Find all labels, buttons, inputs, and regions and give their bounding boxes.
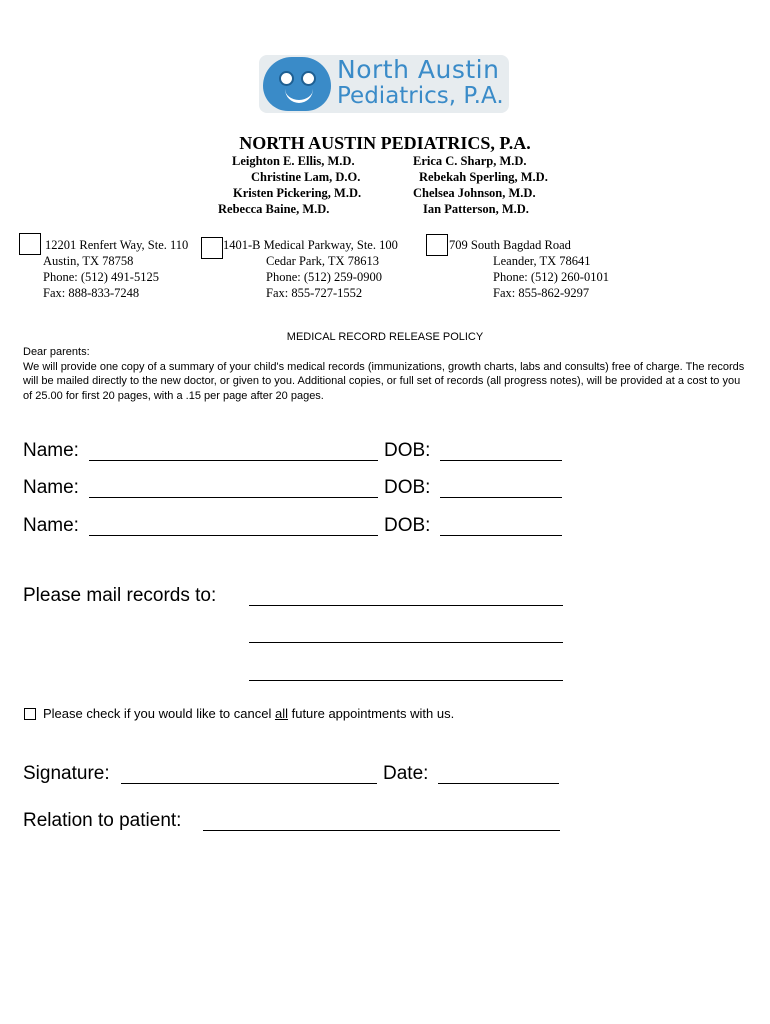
physician-left-2: Christine Lam, D.O. (251, 170, 361, 184)
cancel-text-prefix: Please check if you would like to cancel (43, 706, 275, 721)
relation-line[interactable] (203, 810, 560, 831)
office-3-city: Leander, TX 78641 (493, 254, 591, 268)
office-1-checkbox[interactable] (19, 233, 41, 255)
logo-mouth (285, 89, 313, 103)
logo-eye-right (301, 71, 316, 86)
office-3-street: 709 South Bagdad Road (449, 238, 571, 252)
office-2-checkbox[interactable] (201, 237, 223, 259)
name-label-1: Name: (23, 440, 79, 461)
signature-label: Signature: (23, 763, 110, 784)
mail-address-line-1[interactable] (249, 585, 563, 606)
policy-text: We will provide one copy of a summary of your child's medical records (immunizations, growth charts, labs and consults) free of charge. The records will be mailed directly to the new doctor, or given to you. Additional copies, or full set of records (all progress notes), will be provided at a cost to you of 25.00 for first 20 pages, with a .15 per page after 20 pages. (23, 360, 745, 402)
name-line-3[interactable] (89, 515, 378, 536)
mail-address-line-2[interactable] (249, 622, 563, 643)
logo-text-line1: North Austin (337, 55, 500, 84)
cancel-appointments-text (43, 706, 454, 721)
dob-line-2[interactable] (440, 477, 562, 498)
physician-left-1: Leighton E. Ellis, M.D. (232, 154, 355, 168)
cancel-appointments-checkbox[interactable] (24, 708, 36, 720)
office-1-phone: Phone: (512) 491-5125 (43, 270, 159, 284)
dob-label-3: DOB: (384, 515, 431, 536)
cancel-text-suffix: future appointments with us. (287, 706, 455, 721)
physician-right-2: Rebekah Sperling, M.D. (419, 170, 548, 184)
logo-eye-left (279, 71, 294, 86)
physician-right-1: Erica C. Sharp, M.D. (413, 154, 527, 168)
office-3-phone: Phone: (512) 260-0101 (493, 270, 609, 284)
name-label-2: Name: (23, 477, 79, 498)
logo-text-line2: Pediatrics, P.A. (337, 83, 504, 109)
mail-records-label: Please mail records to: (23, 585, 217, 606)
office-3-fax: Fax: 855-862-9297 (493, 286, 590, 300)
office-3-checkbox[interactable] (426, 234, 448, 256)
name-line-2[interactable] (89, 477, 378, 498)
date-line[interactable] (438, 763, 559, 784)
office-2-city: Cedar Park, TX 78613 (266, 254, 379, 268)
dob-line-3[interactable] (440, 515, 562, 536)
relation-label: Relation to patient: (23, 810, 182, 831)
policy-title: MEDICAL RECORD RELEASE POLICY (286, 331, 484, 343)
cancel-text-all: all (274, 706, 288, 721)
mail-address-line-3[interactable] (249, 660, 563, 681)
date-label: Date: (383, 763, 429, 784)
practice-logo (259, 55, 511, 115)
dob-label-1: DOB: (384, 440, 431, 461)
office-1-fax: Fax: 888-833-7248 (43, 286, 140, 300)
physician-left-4: Rebecca Baine, M.D. (218, 202, 330, 216)
dob-label-2: DOB: (384, 477, 431, 498)
smiley-face-icon (263, 57, 331, 111)
name-label-3: Name: (23, 515, 79, 536)
office-1-city: Austin, TX 78758 (43, 254, 134, 268)
signature-line[interactable] (121, 763, 377, 784)
physician-right-4: Ian Patterson, M.D. (423, 202, 529, 216)
dob-line-1[interactable] (440, 440, 562, 461)
greeting: Dear parents: (23, 346, 90, 358)
physician-left-3: Kristen Pickering, M.D. (233, 186, 362, 200)
name-line-1[interactable] (89, 440, 378, 461)
office-2-phone: Phone: (512) 259-0900 (266, 270, 382, 284)
policy-body (23, 345, 748, 403)
office-2-fax: Fax: 855-727-1552 (266, 286, 363, 300)
office-2-street: 1401-B Medical Parkway, Ste. 100 (223, 238, 398, 252)
physician-right-3: Chelsea Johnson, M.D. (413, 186, 536, 200)
practice-name: NORTH AUSTIN PEDIATRICS, P.A. (239, 133, 531, 153)
office-1-street: 12201 Renfert Way, Ste. 110 (45, 238, 189, 252)
